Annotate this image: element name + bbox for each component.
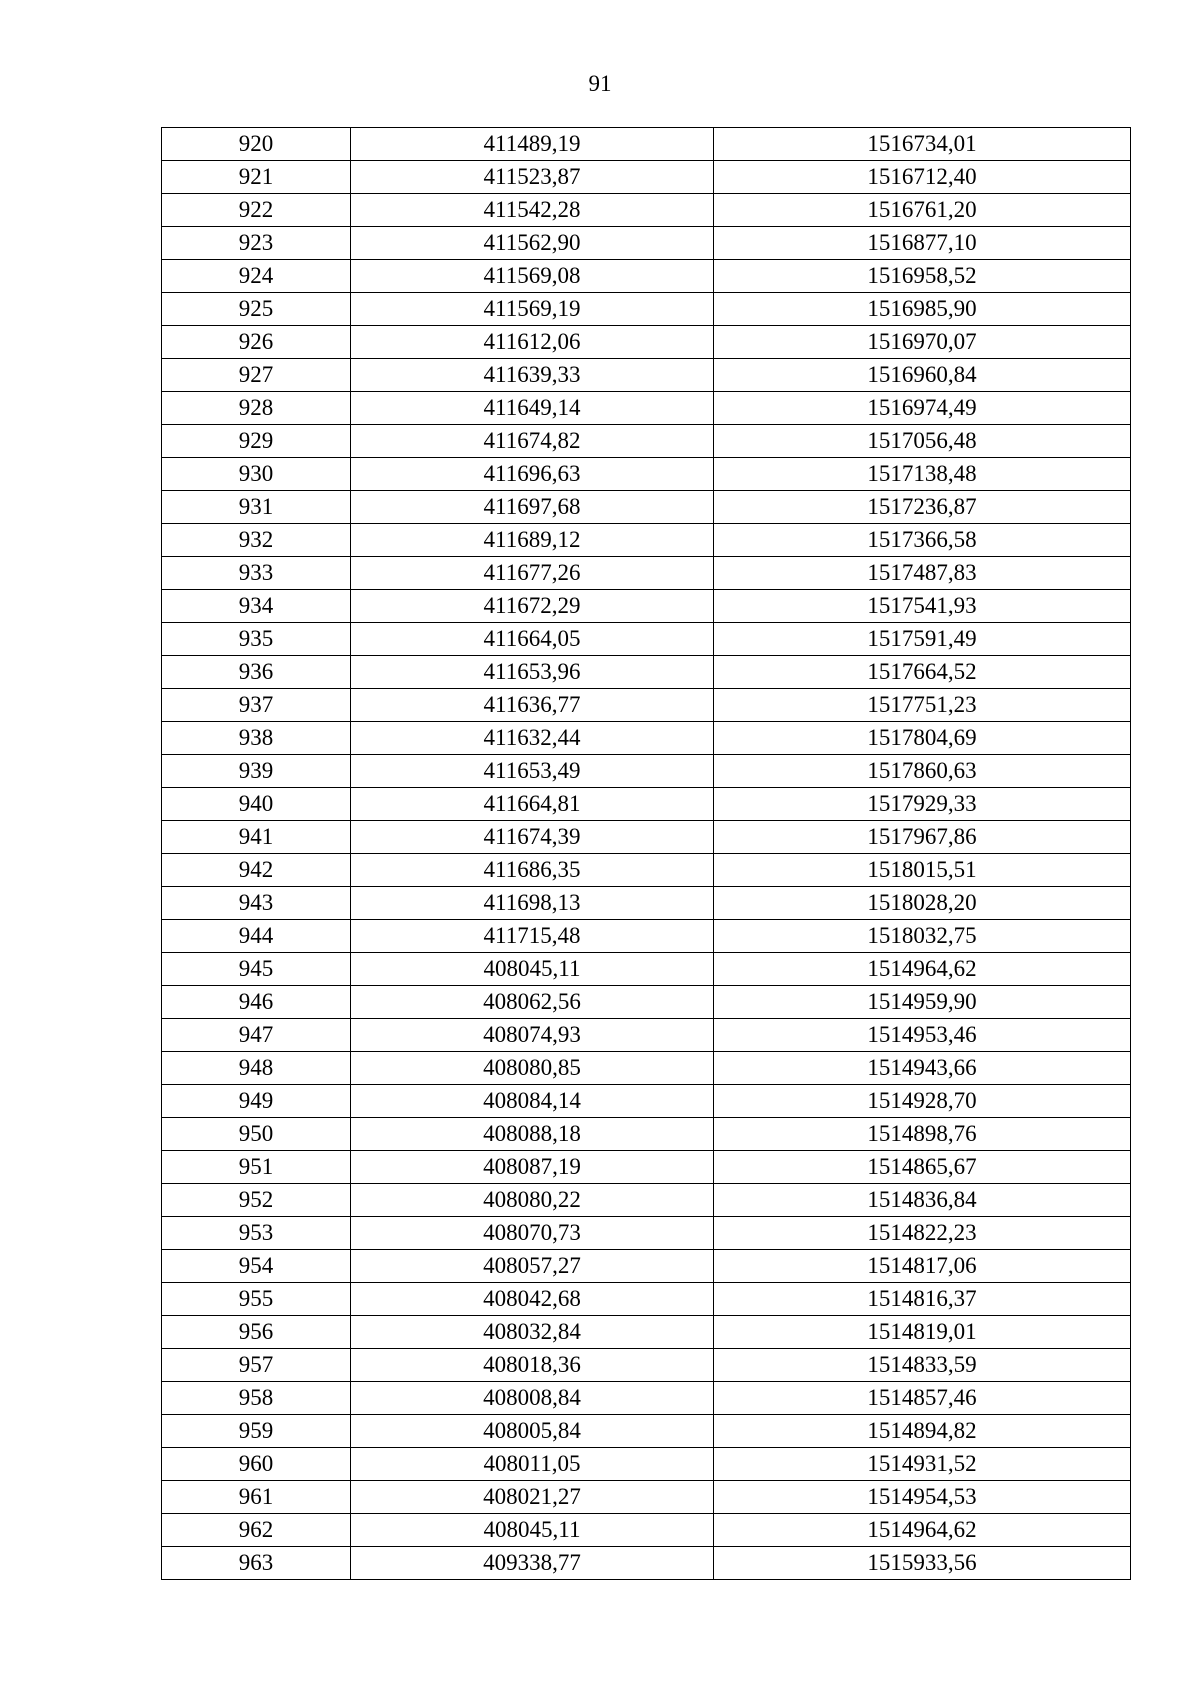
y-coordinate-cell: 1517591,49 bbox=[714, 623, 1131, 656]
y-coordinate-cell: 1516970,07 bbox=[714, 326, 1131, 359]
point-number-cell: 925 bbox=[162, 293, 351, 326]
table-row bbox=[162, 458, 1131, 491]
coordinates-table bbox=[161, 127, 1131, 1580]
x-coordinate-cell: 408045,11 bbox=[351, 953, 714, 986]
point-number-cell: 928 bbox=[162, 392, 351, 425]
x-coordinate-cell: 411649,14 bbox=[351, 392, 714, 425]
table-row bbox=[162, 227, 1131, 260]
table-row bbox=[162, 1052, 1131, 1085]
point-number-cell: 958 bbox=[162, 1382, 351, 1415]
point-number-cell: 950 bbox=[162, 1118, 351, 1151]
table-row bbox=[162, 722, 1131, 755]
point-number-cell: 961 bbox=[162, 1481, 351, 1514]
y-coordinate-cell: 1516974,49 bbox=[714, 392, 1131, 425]
table-row bbox=[162, 1547, 1131, 1580]
y-coordinate-cell: 1517236,87 bbox=[714, 491, 1131, 524]
table-row bbox=[162, 1448, 1131, 1481]
table-row bbox=[162, 1349, 1131, 1382]
y-coordinate-cell: 1514964,62 bbox=[714, 953, 1131, 986]
table-row bbox=[162, 194, 1131, 227]
x-coordinate-cell: 411664,81 bbox=[351, 788, 714, 821]
table-row bbox=[162, 1481, 1131, 1514]
table-row bbox=[162, 755, 1131, 788]
table-row bbox=[162, 1085, 1131, 1118]
x-coordinate-cell: 411696,63 bbox=[351, 458, 714, 491]
y-coordinate-cell: 1514857,46 bbox=[714, 1382, 1131, 1415]
coordinates-table-body bbox=[162, 128, 1131, 1580]
point-number-cell: 951 bbox=[162, 1151, 351, 1184]
x-coordinate-cell: 408032,84 bbox=[351, 1316, 714, 1349]
x-coordinate-cell: 411689,12 bbox=[351, 524, 714, 557]
x-coordinate-cell: 411569,19 bbox=[351, 293, 714, 326]
y-coordinate-cell: 1517751,23 bbox=[714, 689, 1131, 722]
table-row bbox=[162, 359, 1131, 392]
table-row bbox=[162, 953, 1131, 986]
point-number-cell: 939 bbox=[162, 755, 351, 788]
y-coordinate-cell: 1514959,90 bbox=[714, 986, 1131, 1019]
x-coordinate-cell: 408021,27 bbox=[351, 1481, 714, 1514]
y-coordinate-cell: 1514931,52 bbox=[714, 1448, 1131, 1481]
y-coordinate-cell: 1514898,76 bbox=[714, 1118, 1131, 1151]
point-number-cell: 923 bbox=[162, 227, 351, 260]
table-row bbox=[162, 1184, 1131, 1217]
x-coordinate-cell: 411636,77 bbox=[351, 689, 714, 722]
point-number-cell: 956 bbox=[162, 1316, 351, 1349]
point-number-cell: 954 bbox=[162, 1250, 351, 1283]
table-row bbox=[162, 920, 1131, 953]
table-row bbox=[162, 1151, 1131, 1184]
table-row bbox=[162, 821, 1131, 854]
point-number-cell: 936 bbox=[162, 656, 351, 689]
table-row bbox=[162, 1415, 1131, 1448]
y-coordinate-cell: 1514816,37 bbox=[714, 1283, 1131, 1316]
y-coordinate-cell: 1516712,40 bbox=[714, 161, 1131, 194]
x-coordinate-cell: 411612,06 bbox=[351, 326, 714, 359]
table-row bbox=[162, 524, 1131, 557]
point-number-cell: 944 bbox=[162, 920, 351, 953]
x-coordinate-cell: 411697,68 bbox=[351, 491, 714, 524]
y-coordinate-cell: 1516985,90 bbox=[714, 293, 1131, 326]
point-number-cell: 924 bbox=[162, 260, 351, 293]
x-coordinate-cell: 408088,18 bbox=[351, 1118, 714, 1151]
y-coordinate-cell: 1514822,23 bbox=[714, 1217, 1131, 1250]
y-coordinate-cell: 1517804,69 bbox=[714, 722, 1131, 755]
x-coordinate-cell: 408084,14 bbox=[351, 1085, 714, 1118]
y-coordinate-cell: 1517664,52 bbox=[714, 656, 1131, 689]
table-row bbox=[162, 392, 1131, 425]
y-coordinate-cell: 1514833,59 bbox=[714, 1349, 1131, 1382]
x-coordinate-cell: 408005,84 bbox=[351, 1415, 714, 1448]
y-coordinate-cell: 1514953,46 bbox=[714, 1019, 1131, 1052]
point-number-cell: 921 bbox=[162, 161, 351, 194]
y-coordinate-cell: 1514943,66 bbox=[714, 1052, 1131, 1085]
x-coordinate-cell: 411562,90 bbox=[351, 227, 714, 260]
x-coordinate-cell: 411715,48 bbox=[351, 920, 714, 953]
y-coordinate-cell: 1514928,70 bbox=[714, 1085, 1131, 1118]
table-row bbox=[162, 689, 1131, 722]
x-coordinate-cell: 408018,36 bbox=[351, 1349, 714, 1382]
point-number-cell: 962 bbox=[162, 1514, 351, 1547]
y-coordinate-cell: 1518032,75 bbox=[714, 920, 1131, 953]
y-coordinate-cell: 1518015,51 bbox=[714, 854, 1131, 887]
y-coordinate-cell: 1517056,48 bbox=[714, 425, 1131, 458]
point-number-cell: 937 bbox=[162, 689, 351, 722]
point-number-cell: 932 bbox=[162, 524, 351, 557]
x-coordinate-cell: 411674,39 bbox=[351, 821, 714, 854]
x-coordinate-cell: 411489,19 bbox=[351, 128, 714, 161]
x-coordinate-cell: 411653,49 bbox=[351, 755, 714, 788]
x-coordinate-cell: 408045,11 bbox=[351, 1514, 714, 1547]
point-number-cell: 940 bbox=[162, 788, 351, 821]
y-coordinate-cell: 1518028,20 bbox=[714, 887, 1131, 920]
y-coordinate-cell: 1516960,84 bbox=[714, 359, 1131, 392]
y-coordinate-cell: 1517487,83 bbox=[714, 557, 1131, 590]
table-row bbox=[162, 161, 1131, 194]
y-coordinate-cell: 1514819,01 bbox=[714, 1316, 1131, 1349]
table-row bbox=[162, 986, 1131, 1019]
y-coordinate-cell: 1517967,86 bbox=[714, 821, 1131, 854]
point-number-cell: 946 bbox=[162, 986, 351, 1019]
y-coordinate-cell: 1516877,10 bbox=[714, 227, 1131, 260]
point-number-cell: 949 bbox=[162, 1085, 351, 1118]
table-row bbox=[162, 788, 1131, 821]
x-coordinate-cell: 411569,08 bbox=[351, 260, 714, 293]
y-coordinate-cell: 1514964,62 bbox=[714, 1514, 1131, 1547]
table-row bbox=[162, 854, 1131, 887]
point-number-cell: 920 bbox=[162, 128, 351, 161]
x-coordinate-cell: 408087,19 bbox=[351, 1151, 714, 1184]
point-number-cell: 960 bbox=[162, 1448, 351, 1481]
x-coordinate-cell: 409338,77 bbox=[351, 1547, 714, 1580]
point-number-cell: 945 bbox=[162, 953, 351, 986]
point-number-cell: 933 bbox=[162, 557, 351, 590]
x-coordinate-cell: 408070,73 bbox=[351, 1217, 714, 1250]
y-coordinate-cell: 1517929,33 bbox=[714, 788, 1131, 821]
x-coordinate-cell: 411698,13 bbox=[351, 887, 714, 920]
y-coordinate-cell: 1517138,48 bbox=[714, 458, 1131, 491]
point-number-cell: 938 bbox=[162, 722, 351, 755]
point-number-cell: 959 bbox=[162, 1415, 351, 1448]
point-number-cell: 948 bbox=[162, 1052, 351, 1085]
point-number-cell: 935 bbox=[162, 623, 351, 656]
table-row bbox=[162, 887, 1131, 920]
table-row bbox=[162, 1382, 1131, 1415]
x-coordinate-cell: 408080,22 bbox=[351, 1184, 714, 1217]
y-coordinate-cell: 1514836,84 bbox=[714, 1184, 1131, 1217]
point-number-cell: 943 bbox=[162, 887, 351, 920]
table-row bbox=[162, 1118, 1131, 1151]
x-coordinate-cell: 408080,85 bbox=[351, 1052, 714, 1085]
table-row bbox=[162, 1514, 1131, 1547]
table-row bbox=[162, 260, 1131, 293]
table-row bbox=[162, 1250, 1131, 1283]
point-number-cell: 953 bbox=[162, 1217, 351, 1250]
x-coordinate-cell: 411672,29 bbox=[351, 590, 714, 623]
point-number-cell: 955 bbox=[162, 1283, 351, 1316]
table-row bbox=[162, 557, 1131, 590]
x-coordinate-cell: 411542,28 bbox=[351, 194, 714, 227]
y-coordinate-cell: 1517860,63 bbox=[714, 755, 1131, 788]
table-row bbox=[162, 1217, 1131, 1250]
table-row bbox=[162, 590, 1131, 623]
y-coordinate-cell: 1517541,93 bbox=[714, 590, 1131, 623]
y-coordinate-cell: 1516761,20 bbox=[714, 194, 1131, 227]
y-coordinate-cell: 1515933,56 bbox=[714, 1547, 1131, 1580]
table-row bbox=[162, 491, 1131, 524]
point-number-cell: 922 bbox=[162, 194, 351, 227]
y-coordinate-cell: 1514894,82 bbox=[714, 1415, 1131, 1448]
point-number-cell: 941 bbox=[162, 821, 351, 854]
x-coordinate-cell: 411639,33 bbox=[351, 359, 714, 392]
point-number-cell: 947 bbox=[162, 1019, 351, 1052]
page-number: 91 bbox=[588, 71, 612, 96]
x-coordinate-cell: 408062,56 bbox=[351, 986, 714, 1019]
y-coordinate-cell: 1514954,53 bbox=[714, 1481, 1131, 1514]
table-row bbox=[162, 326, 1131, 359]
x-coordinate-cell: 408011,05 bbox=[351, 1448, 714, 1481]
x-coordinate-cell: 408074,93 bbox=[351, 1019, 714, 1052]
y-coordinate-cell: 1516734,01 bbox=[714, 128, 1131, 161]
y-coordinate-cell: 1514817,06 bbox=[714, 1250, 1131, 1283]
x-coordinate-cell: 408008,84 bbox=[351, 1382, 714, 1415]
x-coordinate-cell: 411632,44 bbox=[351, 722, 714, 755]
x-coordinate-cell: 411664,05 bbox=[351, 623, 714, 656]
point-number-cell: 931 bbox=[162, 491, 351, 524]
x-coordinate-cell: 408042,68 bbox=[351, 1283, 714, 1316]
point-number-cell: 926 bbox=[162, 326, 351, 359]
x-coordinate-cell: 411677,26 bbox=[351, 557, 714, 590]
x-coordinate-cell: 411523,87 bbox=[351, 161, 714, 194]
point-number-cell: 934 bbox=[162, 590, 351, 623]
x-coordinate-cell: 408057,27 bbox=[351, 1250, 714, 1283]
point-number-cell: 929 bbox=[162, 425, 351, 458]
point-number-cell: 957 bbox=[162, 1349, 351, 1382]
table-row bbox=[162, 1316, 1131, 1349]
point-number-cell: 927 bbox=[162, 359, 351, 392]
table-row bbox=[162, 623, 1131, 656]
x-coordinate-cell: 411653,96 bbox=[351, 656, 714, 689]
table-row bbox=[162, 1019, 1131, 1052]
y-coordinate-cell: 1517366,58 bbox=[714, 524, 1131, 557]
point-number-cell: 942 bbox=[162, 854, 351, 887]
table-row bbox=[162, 425, 1131, 458]
point-number-cell: 930 bbox=[162, 458, 351, 491]
x-coordinate-cell: 411674,82 bbox=[351, 425, 714, 458]
point-number-cell: 963 bbox=[162, 1547, 351, 1580]
table-row bbox=[162, 128, 1131, 161]
y-coordinate-cell: 1516958,52 bbox=[714, 260, 1131, 293]
x-coordinate-cell: 411686,35 bbox=[351, 854, 714, 887]
table-row bbox=[162, 1283, 1131, 1316]
point-number-cell: 952 bbox=[162, 1184, 351, 1217]
y-coordinate-cell: 1514865,67 bbox=[714, 1151, 1131, 1184]
table-row bbox=[162, 293, 1131, 326]
table-row bbox=[162, 656, 1131, 689]
